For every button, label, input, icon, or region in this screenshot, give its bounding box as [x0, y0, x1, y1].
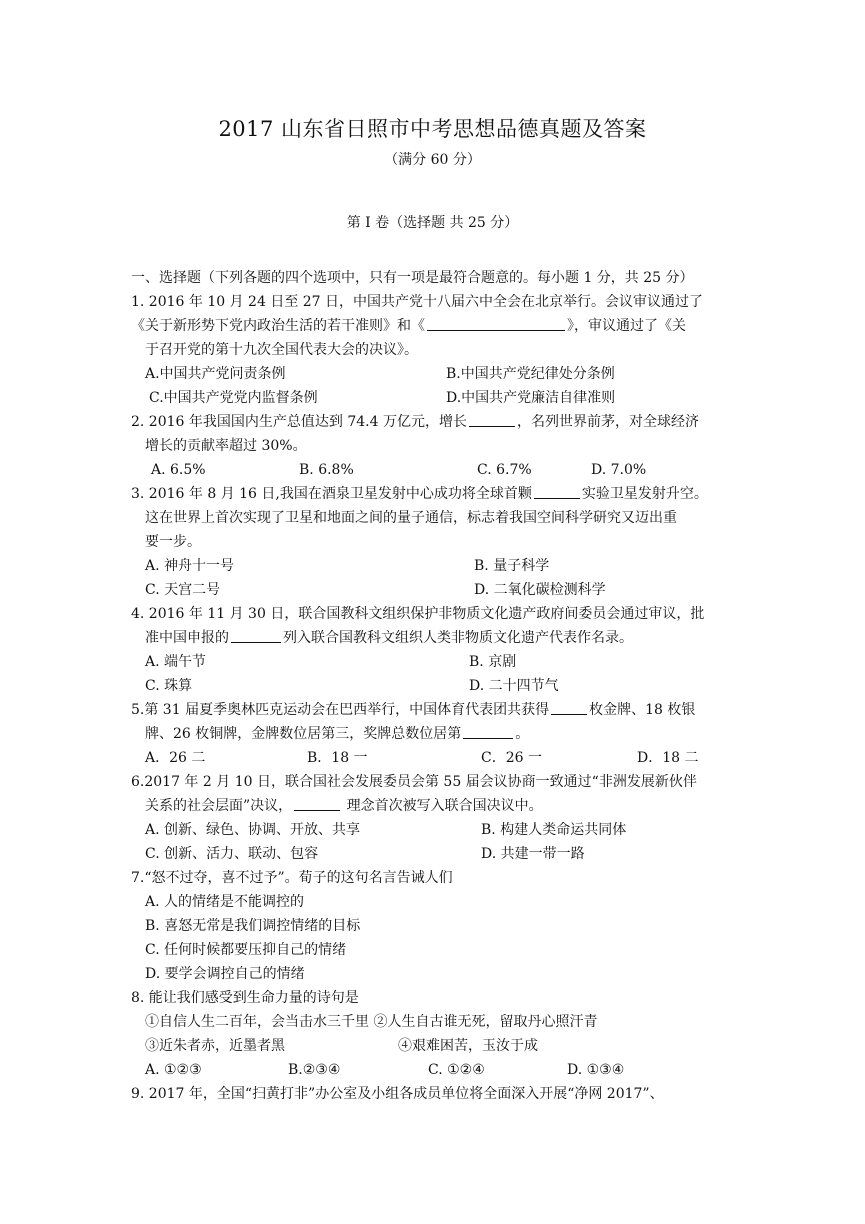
- question-6-option-a: A. 创新、绿色、协调、开放、共享: [145, 822, 361, 838]
- question-8-option-d: D. ①③④: [567, 1062, 625, 1078]
- question-5-text-d: 。: [515, 726, 530, 742]
- question-6-options-row-2: [131, 842, 743, 866]
- question-1-line-2: [131, 314, 743, 338]
- question-1-option-c: C.中国共产党党内监督条例: [149, 390, 318, 406]
- question-5-line-1: [131, 698, 743, 722]
- question-3-options-row-2: [131, 578, 743, 602]
- question-7-option-d: D. 要学会调控自己的情绪: [145, 966, 305, 982]
- question-1-text-a: 《关于新形势下党内政治生活的若干准则》和《: [131, 318, 425, 334]
- question-3-option-d: D. 二氧化碳检测科学: [474, 582, 606, 598]
- question-2-text-a: 2. 2016 年我国国内生产总值达到 74.4 万亿元，增长: [131, 414, 467, 430]
- question-5-option-d: D．18 二: [637, 750, 699, 766]
- question-3-line-2: 这在世界上首次实现了卫星和地面之间的量子通信，标志着我国空间科学研究又迈出重: [145, 510, 677, 526]
- question-6-blank: [294, 795, 340, 811]
- question-2-option-d: D. 7.0%: [591, 462, 647, 478]
- question-3-line-1: [131, 482, 743, 506]
- question-3-text-b: 实验卫星发射升空。: [581, 486, 708, 502]
- question-3-line-3: 要一步。: [145, 534, 201, 550]
- question-4-line-1: 4. 2016 年 11 月 30 日，联合国教科文组织保护非物质文化遗产政府间委员会通过审议，批: [131, 606, 705, 622]
- question-4-option-b: B. 京剧: [469, 654, 517, 670]
- question-2-blank: [469, 411, 515, 427]
- question-7-line-1: 7.“怒不过夺，喜不过予”。荀子的这句名言告诫人们: [131, 870, 453, 886]
- question-3-option-b: B. 量子科学: [474, 558, 550, 574]
- question-4-line-2: [131, 626, 743, 650]
- question-2-line-2: 增长的贡献率超过 30%。: [145, 438, 307, 454]
- question-4-text-b: 列入联合国教科文组织人类非物质文化遗产代表作名录。: [283, 630, 633, 646]
- question-1-blank: [427, 315, 565, 331]
- question-4-option-d: D. 二十四节气: [469, 678, 559, 694]
- question-4-options-row-1: [131, 650, 743, 674]
- instruction-text: 一、选择题（下列各题的四个选项中，只有一项是最符合题意的。每小题 1 分，共 25 分）: [131, 270, 694, 286]
- page-subtitle: （满分 60 分）: [384, 152, 481, 168]
- question-6-text-a: 关系的社会层面”决议，: [145, 798, 293, 814]
- page-title: 2017 山东省日照市中考思想品德真题及答案: [218, 117, 647, 141]
- question-2-option-a: A. 6.5%: [151, 462, 206, 478]
- question-6-line-1: 6.2017 年 2 月 10 日，联合国社会发展委员会第 55 届会议协商一致通过“非洲发展新伙伴: [131, 774, 697, 790]
- question-3-option-c: C. 天宫二号: [145, 582, 221, 598]
- question-8-options: [131, 1058, 743, 1082]
- question-4-blank: [231, 627, 281, 643]
- question-6-text-b: 理念首次被写入联合国决议中。: [342, 798, 543, 814]
- question-8-text-b: ④艰难困苦，玉汝于成: [398, 1038, 538, 1054]
- question-6-option-d: D. 共建一带一路: [481, 846, 585, 862]
- question-8-line-2: ①自信人生二百年，会当击水三千里 ②人生自古谁无死，留取丹心照汗青: [145, 1014, 598, 1030]
- question-4-option-c: C. 珠算: [145, 678, 193, 694]
- question-list: [131, 266, 743, 1106]
- question-1-text-b: 》，审议通过了《关: [567, 318, 686, 334]
- question-7-option-a: A. 人的情绪是不能调控的: [145, 894, 305, 910]
- section-title: 第 I 卷（选择题 共 25 分）: [346, 215, 519, 231]
- question-2-text-b: ，名列世界前茅，对全球经济: [516, 414, 699, 430]
- question-3-blank: [534, 483, 580, 499]
- question-5-option-a: A．26 二: [145, 750, 206, 766]
- question-5-blank-1: [551, 699, 587, 715]
- question-3-text-a: 3. 2016 年 8 月 16 日,我国在酒泉卫星发射中心成功将全球首颗: [131, 486, 532, 502]
- question-5-line-2: [131, 722, 743, 746]
- question-8-option-a: A. ①②③: [145, 1062, 202, 1078]
- question-8-option-c: C. ①②④: [428, 1062, 485, 1078]
- question-1-line-3: 于召开党的第十九次全国代表大会的决议》。: [145, 342, 418, 358]
- question-1-options-row-1: [131, 362, 743, 386]
- question-7-option-b: B. 喜怒无常是我们调控情绪的目标: [145, 918, 361, 934]
- question-6-option-c: C. 创新、活力、联动、包容: [145, 846, 319, 862]
- question-5-text-a: 5.第 31 届夏季奥林匹克运动会在巴西举行，中国体育代表团共获得: [131, 702, 550, 718]
- question-8-line-3: [131, 1034, 743, 1058]
- question-2-option-b: B. 6.8%: [299, 462, 354, 478]
- question-5-option-b: B．18 一: [307, 750, 368, 766]
- question-3-option-a: A. 神舟十一号: [145, 558, 235, 574]
- question-5-options: [131, 746, 743, 770]
- question-2-options: [131, 458, 743, 482]
- question-4-options-row-2: [131, 674, 743, 698]
- question-1-option-a: A.中国共产党问责条例: [145, 366, 286, 382]
- question-5-option-c: C．26 一: [481, 750, 542, 766]
- question-5-text-c: 牌、26 枚铜牌，金牌数位居第三，奖牌总数位居第: [145, 726, 462, 742]
- question-8-text-a: ③近朱者赤，近墨者黑: [145, 1038, 285, 1054]
- question-8-line-1: 8. 能让我们感受到生命力量的诗句是: [131, 990, 359, 1006]
- question-4-option-a: A. 端午节: [145, 654, 207, 670]
- question-9-line-1: 9. 2017 年，全国“扫黄打非”办公室及小组各成员单位将全面深入开展“净网 2017”、: [131, 1086, 664, 1102]
- question-4-text-a: 准中国申报的: [145, 630, 229, 646]
- question-5-text-b: 枚金牌、18 枚银: [589, 702, 696, 718]
- question-6-options-row-1: [131, 818, 743, 842]
- question-2-line-1: [131, 410, 743, 434]
- question-8-option-b: B.②③④: [288, 1062, 341, 1078]
- question-3-options-row-1: [131, 554, 743, 578]
- question-6-option-b: B. 构建人类命运共同体: [481, 822, 627, 838]
- question-6-line-2: [131, 794, 743, 818]
- question-5-blank-2: [463, 723, 513, 739]
- question-1-option-d: D.中国共产党廉洁自律准则: [446, 390, 616, 406]
- question-1-line-1: 1. 2016 年 10 月 24 日至 27 日，中国共产党十八届六中全会在北京举行。会议审议通过了: [131, 294, 704, 310]
- question-1-options-row-2: [131, 386, 743, 410]
- question-2-option-c: C. 6.7%: [477, 462, 532, 478]
- question-7-option-c: C. 任何时候都要压抑自己的情绪: [145, 942, 347, 958]
- question-1-option-b: B.中国共产党纪律处分条例: [446, 366, 615, 382]
